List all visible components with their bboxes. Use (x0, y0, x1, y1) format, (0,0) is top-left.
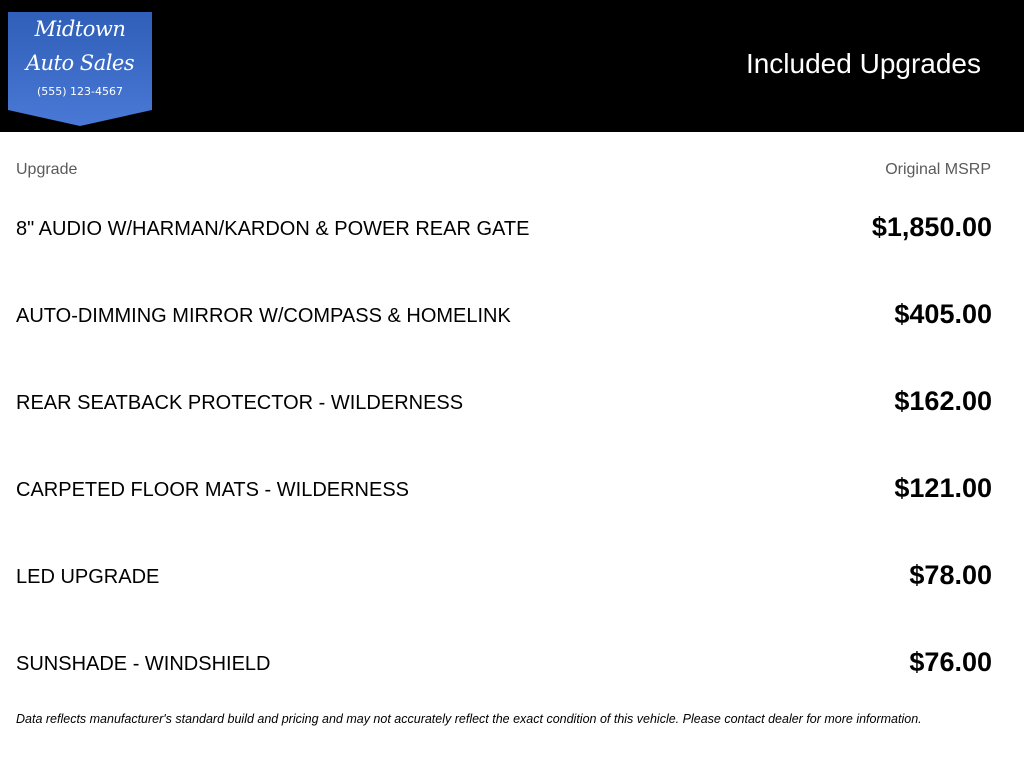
table-row (0, 359, 1024, 446)
upgrade-price: $1,850.00 (871, 212, 992, 242)
upgrade-name: SUNSHADE - WINDSHIELD (16, 653, 271, 675)
upgrade-price: $78.00 (909, 560, 992, 590)
dealer-logo (8, 12, 152, 126)
table-row (0, 185, 1024, 272)
upgrade-price: $76.00 (909, 647, 992, 677)
logo-phone: (555) 123-4567 (36, 85, 124, 98)
table-row (0, 272, 1024, 359)
upgrade-name: AUTO-DIMMING MIRROR W/COMPASS & HOMELINK (16, 305, 511, 327)
table-row (0, 620, 1024, 707)
table-row (0, 446, 1024, 533)
page-title: Included Upgrades (745, 48, 981, 79)
table-row (0, 533, 1024, 620)
upgrade-price: $121.00 (894, 473, 992, 503)
column-header-msrp: Original MSRP (885, 161, 991, 178)
upgrade-name: CARPETED FLOOR MATS - WILDERNESS (16, 479, 410, 501)
column-header-upgrade: Upgrade (16, 161, 78, 178)
upgrade-price: $405.00 (894, 299, 992, 329)
logo-name-line2: Auto Sales (25, 51, 135, 75)
header-bar (0, 0, 1024, 132)
upgrade-name: REAR SEATBACK PROTECTOR - WILDERNESS (16, 392, 464, 414)
logo-name-line1: Midtown (34, 17, 126, 41)
upgrades-list (0, 185, 1024, 707)
upgrade-name: LED UPGRADE (16, 566, 160, 588)
upgrade-price: $162.00 (894, 386, 992, 416)
disclaimer-text: Data reflects manufacturer's standard build and pricing and may not accurately reflect the exact condition of this vehicle. Please contact dealer for more information. (16, 712, 922, 726)
upgrade-name: 8" AUDIO W/HARMAN/KARDON & POWER REAR GATE (16, 218, 530, 240)
